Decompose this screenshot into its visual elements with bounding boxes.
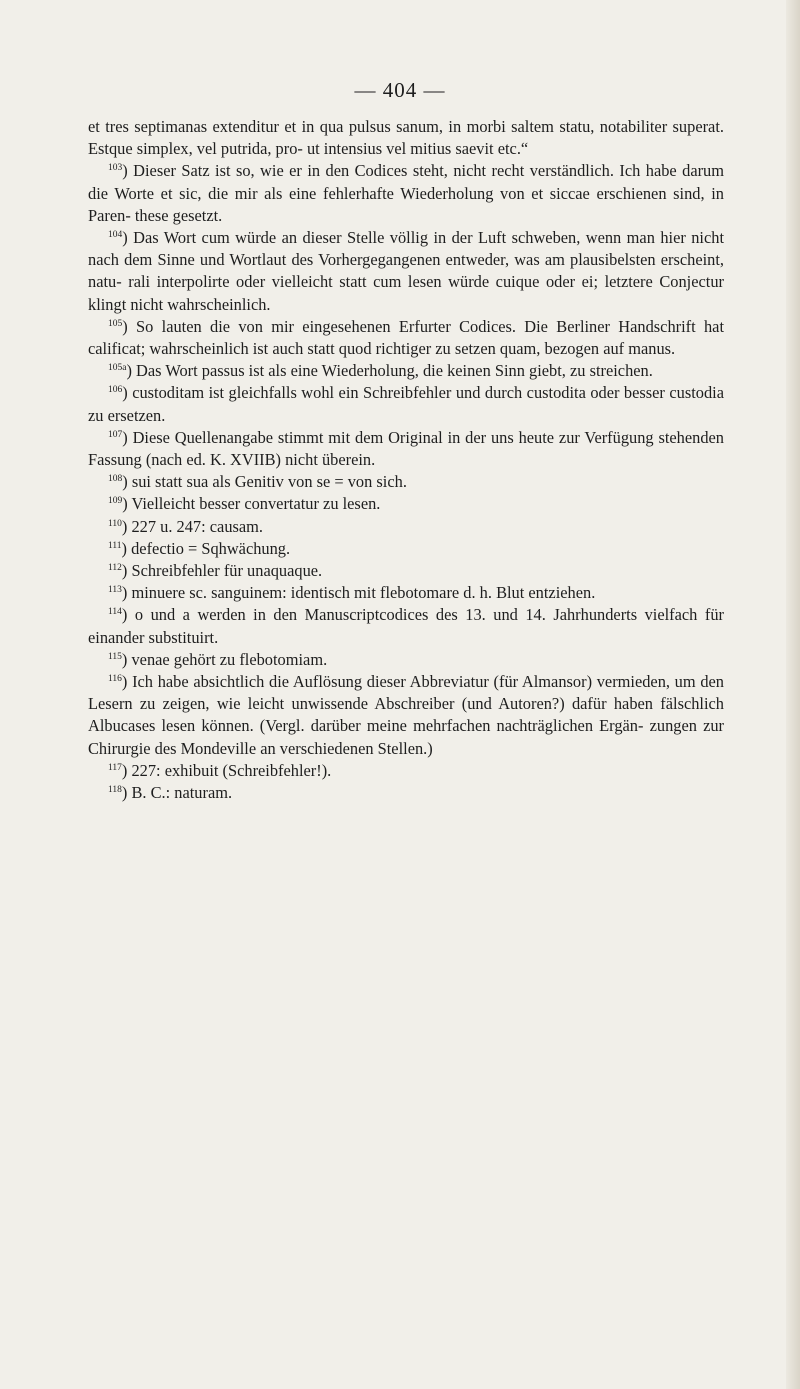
footnote-number: 105a: [108, 363, 127, 374]
footnote-text: Schreibfehler für unaquaque.: [131, 561, 323, 581]
footnote-number: 111: [108, 540, 122, 551]
footnote-number: 112: [108, 563, 122, 574]
page-edge: [786, 0, 800, 1389]
footnote: $^{115}$) venae gehört zu flebotomiam.: [108, 649, 328, 669]
footnote-number: 115: [108, 651, 122, 662]
footnote: $^{116}$) Ich habe absichtlich die Auflösung dieser Abbreviatur (für Almansor) vermieden, um den Lesern zu zeigen, wie leicht unwissende Abschreiber (und Autoren?) dafür haben fälschlich Albucases lesen können. (Vergl. darüber meine mehrfachen nachträglichen Ergän- zungen zur Chirurgie des Mondeville an verschiedenen Stellen.): [88, 672, 724, 758]
footnote: $^{110}$) 227 u. 247: causam.: [108, 516, 264, 536]
footnote: $^{109}$) Vielleicht besser convertatur zu lesen.: [108, 494, 381, 514]
footnote: $^{108}$) sui statt sua als Genitiv von se = von sich.: [108, 472, 407, 492]
footnote-text: Diese Quellenangabe stimmt mit dem Original in der uns heute zur Verfügung stehenden Fassung (nach ed. K. XVIIB) nicht überein.: [88, 427, 725, 470]
intro-paragraph: et tres septimanas extenditur et in qua pulsus sanum, in morbi saltem statu, notabiliter superat. Estque simplex, vel putrida, pro- ut intensius vel mitius saevit etc.“: [88, 117, 724, 159]
footnote-number: 110: [108, 518, 122, 529]
footnote-text: 227: exhibuit (Schreibfehler!).: [131, 760, 332, 780]
footnote-number: 103: [108, 163, 123, 174]
footnotes-text: [88, 116, 724, 804]
footnote-number: 116: [108, 674, 122, 685]
footnote-number: 113: [108, 585, 122, 596]
footnote-text: So lauten die von mir eingesehenen Erfurter Codices. Die Berliner Handschrift hat calificat; wahrscheinlich ist auch statt quod richtiger zu setzen quam, bezogen auf manus.: [88, 316, 724, 359]
footnote-text: defectio = Sqhwächung.: [131, 538, 291, 558]
footnote: $^{104}$) Das Wort cum würde an dieser Stelle völlig in der Luft schweben, wenn man hier nicht nach dem Sinne und Wortlaut des Vorhergegangenen entweder, was am plausibelsten erscheint, natu- rali interpolirte oder vielleicht statt cum lesen würde cuique oder ei; letztere Conjectur klingt nicht wahrscheinlich.: [88, 228, 725, 314]
footnote: $^{111}$) defectio = Sqhwächung.: [108, 538, 291, 558]
footnote: $^{105}$) So lauten die von mir eingesehenen Erfurter Codices. Die Berliner Handschrift hat calificat; wahrscheinlich ist auch statt quod richtiger zu setzen quam, bezogen auf manus.: [88, 316, 724, 359]
footnote-text: custoditam ist gleichfalls wohl ein Schreibfehler und durch custodita oder besser custodia zu ersetzen.: [88, 383, 724, 425]
footnote: $^{103}$) Dieser Satz ist so, wie er in den Codices steht, nicht recht verständlich. Ich habe darum die Worte et sic, die mir als eine fehlerhafte Wiederholung von et siccae erschienen sind, in Paren- these gesetzt.: [88, 161, 724, 225]
footnote-text: sui statt sua als Genitiv von se = von sich.: [131, 472, 407, 492]
footnote-text: minuere sc. sanguinem: identisch mit flebotomare d. h. Blut entziehen.: [131, 583, 596, 603]
footnote: $^{117}$) 227: exhibuit (Schreibfehler!).: [108, 760, 332, 780]
footnote-text: 227 u. 247: causam.: [131, 516, 264, 536]
footnote-text: Das Wort cum würde an dieser Stelle völlig in der Luft schweben, wenn man hier nicht nach dem Sinne und Wortlaut des Vorhergegangenen entweder, was am plausibelsten erscheint, natu- rali interpolirte oder vielleicht statt cum lesen würde cuique oder ei; letztere Conjectur klingt nicht wahrscheinlich.: [88, 228, 725, 314]
footnote-number: 117: [108, 762, 122, 773]
footnote-number: 108: [108, 474, 123, 485]
footnote-text: Vielleicht besser convertatur zu lesen.: [131, 494, 381, 514]
footnote-number: 114: [108, 607, 122, 618]
footnote-text: Das Wort passus ist als eine Wiederholung, die keinen Sinn giebt, zu streichen.: [136, 361, 653, 381]
footnote-number: 105: [108, 318, 123, 329]
footnote-number: 106: [108, 385, 123, 396]
footnote-number: 109: [108, 496, 123, 507]
page-number: — 404 —: [354, 78, 446, 102]
footnote-list: [88, 160, 724, 804]
footnote: $^{112}$) Schreibfehler für unaquaque.: [108, 561, 323, 581]
footnote-text: Dieser Satz ist so, wie er in den Codices steht, nicht recht verständlich. Ich habe darum die Worte et sic, die mir als eine fehlerhafte Wiederholung von et siccae erschienen sind, in Paren- these gesetzt.: [88, 161, 724, 225]
footnote: $^{105a}$) Das Wort passus ist als eine Wiederholung, die keinen Sinn giebt, zu streichen.: [108, 361, 653, 381]
footnote: $^{114}$) o und a werden in den Manuscriptcodices des 13. und 14. Jahrhunderts vielfach für einander substituirt.: [88, 605, 724, 647]
footnote: $^{107}$) Diese Quellenangabe stimmt mit dem Original in der uns heute zur Verfügung stehenden Fassung (nach ed. K. XVIIB) nicht überein.: [88, 427, 725, 470]
footnote: $^{118}$) B. C.: naturam.: [108, 783, 233, 803]
footnote-number: 118: [108, 785, 122, 796]
footnote-number: 104: [108, 230, 123, 241]
footnote: $^{106}$) custoditam ist gleichfalls wohl ein Schreibfehler und durch custodita oder besser custodia zu ersetzen.: [88, 383, 724, 425]
footnote: $^{113}$) minuere sc. sanguinem: identisch mit flebotomare d. h. Blut entziehen.: [108, 583, 596, 603]
footnote-number: 107: [108, 429, 123, 440]
footnote-text: venae gehört zu flebotomiam.: [131, 649, 328, 669]
footnote-text: o und a werden in den Manuscriptcodices des 13. und 14. Jahrhunderts vielfach für einander substituirt.: [88, 605, 724, 647]
footnote-text: B. C.: naturam.: [131, 783, 233, 803]
footnote-text: Ich habe absichtlich die Auflösung dieser Abbreviatur (für Almansor) vermieden, um den Lesern zu zeigen, wie leicht unwissende Abschreiber (und Autoren?) dafür haben fälschlich Albucases lesen können. (Vergl. darüber meine mehrfachen nachträglichen Ergän- zungen zur Chirurgie des Mondeville an verschiedenen Stellen.): [88, 672, 724, 758]
